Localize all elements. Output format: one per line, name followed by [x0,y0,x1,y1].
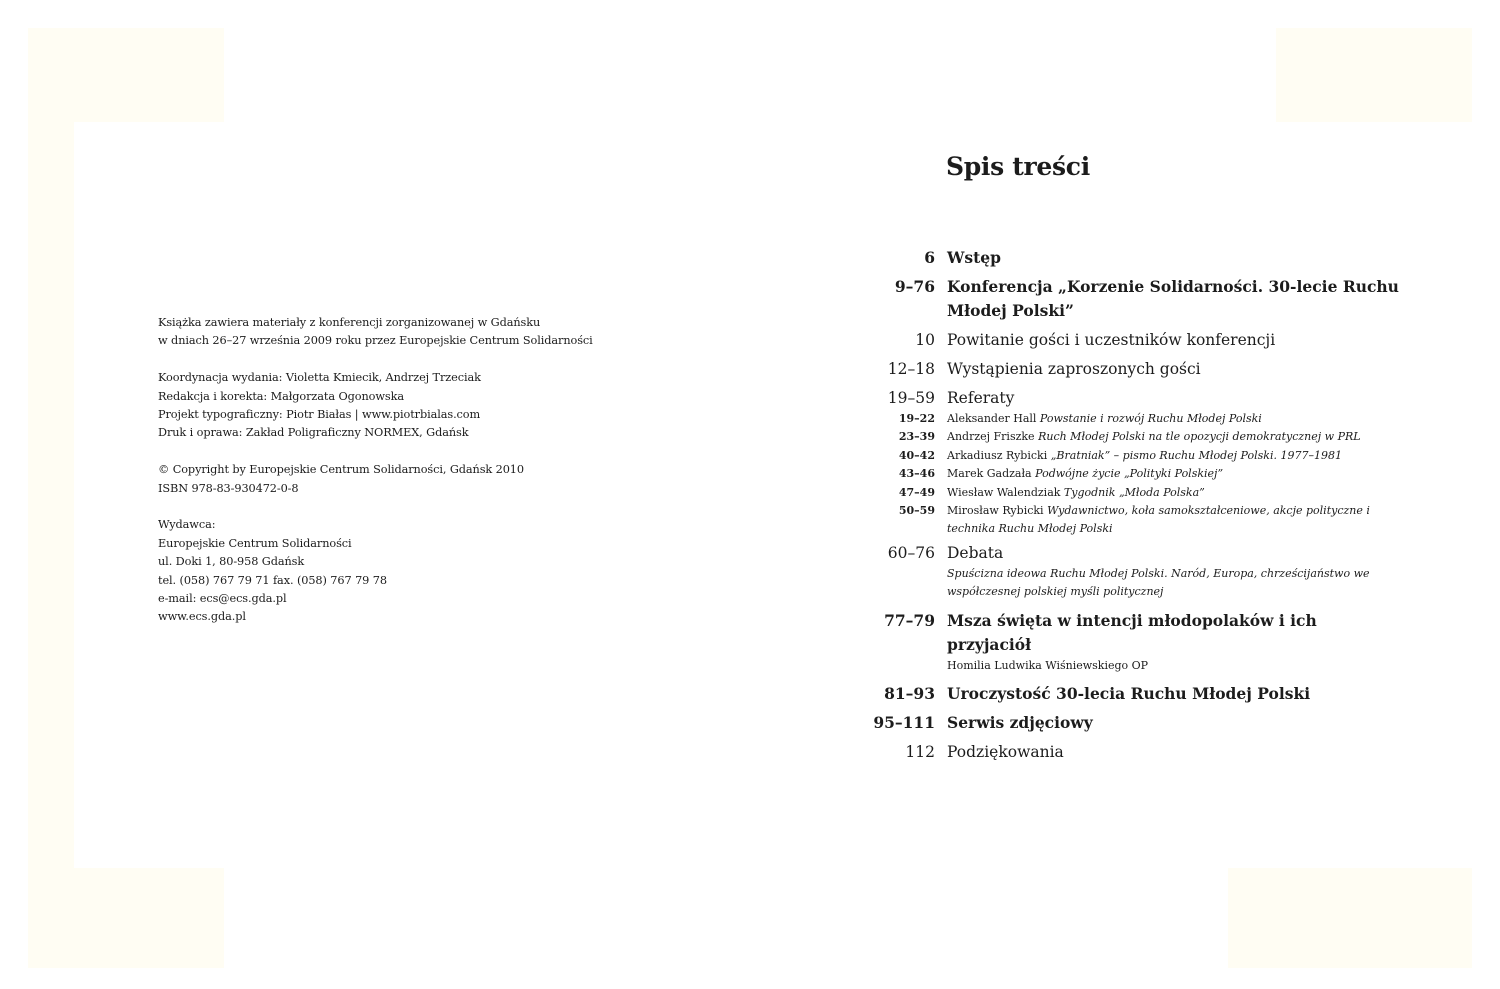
toc-pages: 9–76 [894,277,935,296]
imprint-line: Druk i oprawa: Zakład Poligraficzny NORMEX, Gdańsk [158,426,469,440]
toc-subentry [860,410,1400,428]
corner-block-bottom-left [28,868,224,968]
toc-entry [860,246,1400,270]
imprint-line: ul. Doki 1, 80-958 Gdańsk [158,555,305,569]
toc-pages: 81–93 [884,684,935,704]
toc-article-title: Wydawnictwo, koła samokształceniowe, akcje polityczne i technika Ruchu Młodej Polski [947,504,1370,536]
toc-note: Homilia Ludwika Wiśniewskiego OP [947,658,1149,672]
imprint-line: Koordynacja wydania: Violetta Kmiecik, Andrzej Trzeciak [158,371,481,385]
toc-article-title: Tygodnik „Młoda Polska” [1063,485,1205,499]
toc-note: Spuścizna ideowa Ruchu Młodej Polski. Naród, Europa, chrześcijaństwo we współczesnej polskiej myśli politycznej [947,566,1370,599]
toc-author: Marek Gadzała [947,467,1032,481]
toc-entry [860,740,1400,764]
toc-author: Wiesław Walendziak [947,485,1061,499]
toc-pages: 12–18 [887,360,935,378]
imprint-line: w dniach 26–27 września 2009 roku przez Europejskie Centrum Solidarności [158,334,593,348]
toc-pages: 10 [915,331,935,349]
toc-article-title: Powstanie i rozwój Ruchu Młodej Polski [1039,412,1262,425]
toc-pages: 6 [924,248,935,267]
toc-subentry [860,447,1400,465]
toc-subentry [860,502,1400,539]
toc-heading: Debata [947,543,1004,562]
toc-note-row [860,565,1400,602]
toc-entry [860,609,1400,657]
toc-pages: 77–79 [884,610,935,630]
toc-heading: Powitanie gości i uczestników konferencji [947,331,1276,349]
toc-author: Arkadiusz Rybicki [947,448,1048,462]
toc-heading: Uroczystość 30-lecia Ruchu Młodej Polski [947,684,1311,704]
imprint-line: tel. (058) 767 79 71 fax. (058) 767 79 78 [158,573,387,587]
imprint-line: www.ecs.gda.pl [158,610,246,624]
imprint-line: ISBN 978-83-930472-0-8 [158,481,299,495]
toc-pages: 40–42 [898,448,935,462]
toc-pages: 19–22 [898,412,935,425]
toc-subentry [860,484,1400,502]
toc-pages: 50–59 [898,504,935,518]
imprint-line: Książka zawiera materiały z konferencji zorganizowanej w Gdańsku [158,316,541,329]
toc-heading: Referaty [947,389,1015,407]
imprint-block [158,314,593,627]
toc-pages: 43–46 [898,467,935,481]
toc-heading: Wstęp [947,248,1001,267]
toc-entry [860,275,1400,323]
toc-pages: 47–49 [898,485,935,499]
toc-entry [860,328,1400,352]
margin-strip-left [28,28,74,968]
toc-subentry [860,465,1400,483]
imprint-line: Projekt typograficzny: Piotr Białas | www.piotrbialas.com [158,408,481,422]
toc-heading: Serwis zdjęciowy [947,713,1093,733]
toc-pages: 60–76 [887,543,935,562]
toc-heading: Konferencja „Korzenie Solidarności. 30-lecie Ruchu Młodej Polski” [947,277,1399,320]
toc-author: Mirosław Rybicki [947,504,1044,518]
toc-pages: 23–39 [898,430,935,444]
toc-heading: Msza święta w intencji młodopolaków i ich przyjaciół [947,610,1317,654]
corner-block-top-right [1276,28,1472,122]
corner-block-bottom-right [1228,868,1472,968]
table-of-contents [860,246,1400,764]
imprint-line: © Copyright by Europejskie Centrum Solidarności, Gdańsk 2010 [158,463,524,477]
toc-note-row [860,657,1400,675]
toc-entry [860,711,1400,735]
toc-pages: 112 [905,743,935,762]
toc-article-title: Ruch Młodej Polski na tle opozycji demokratycznej w PRL [1038,430,1361,444]
toc-heading: Podziękowania [947,743,1064,762]
toc-entry [860,357,1400,381]
imprint-line: Europejskie Centrum Solidarności [158,536,352,550]
imprint-line: Wydawca: [158,518,216,532]
toc-article-title: Podwójne życie „Polityki Polskiej” [1035,467,1224,481]
imprint-line: e-mail: ecs@ecs.gda.pl [158,592,287,606]
toc-article-title: „Bratniak” – pismo Ruchu Młodej Polski. 1977–1981 [1050,448,1342,462]
toc-pages: 19–59 [887,389,935,407]
toc-title: Spis treści [946,152,1090,181]
imprint-line: Redakcja i korekta: Małgorzata Ogonowska [158,389,404,403]
toc-entry [860,682,1400,706]
toc-entry [860,386,1400,410]
toc-pages: 95–111 [873,713,935,733]
toc-author: Andrzej Friszke [947,430,1035,444]
toc-subentry [860,428,1400,446]
toc-entry [860,541,1400,565]
toc-author: Aleksander Hall [947,412,1037,425]
toc-heading: Wystąpienia zaproszonych gości [947,360,1201,378]
